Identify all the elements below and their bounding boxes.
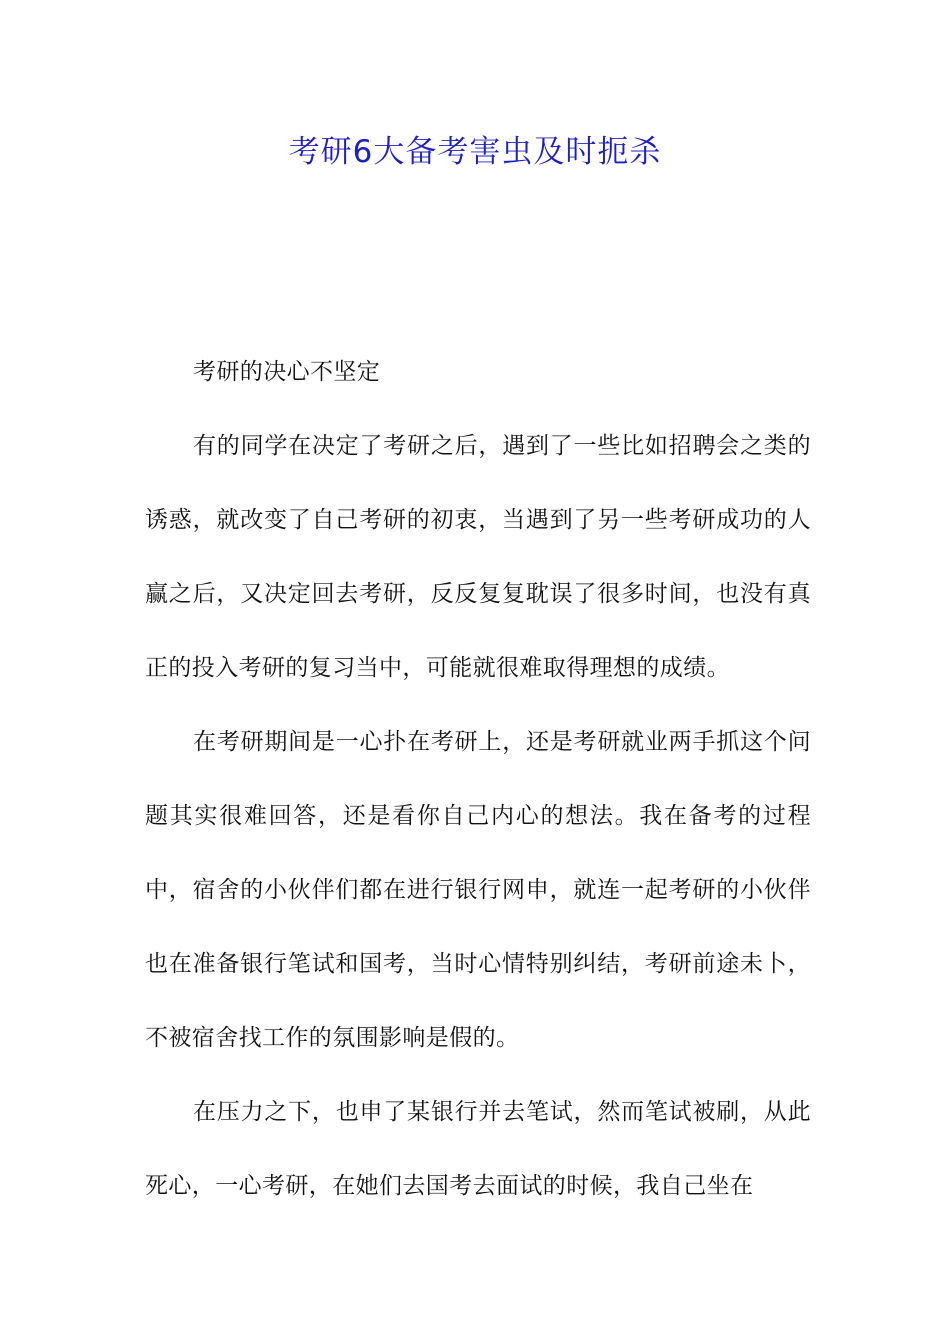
body-paragraph: 有的同学在决定了考研之后，遇到了一些比如招聘会之类的诱惑，就改变了自己考研的初衷，当遇到了另一些考研成功的人赢之后，又决定回去考研，反反复复耽误了很多时间，也没有真正的投入考研的复习当中，可能就很难取得理想的成绩。 xyxy=(145,433,811,681)
document-body xyxy=(145,335,811,1223)
body-paragraph: 在考研期间是一心扑在考研上，还是考研就业两手抓这个问题其实很难回答，还是看你自己内心的想法。我在备考的过程中，宿舍的小伙伴们都在进行银行网申，就连一起考研的小伙伴也在准备银行笔试和国考，当时心情特别纠结，考研前途未卜，不被宿舍找工作的氛围影响是假的。 xyxy=(145,729,811,1051)
document-title: 考研6大备考害虫及时扼杀 xyxy=(288,134,662,170)
body-paragraph: 在压力之下，也申了某银行并去笔试，然而笔试被刷，从此死心，一心考研，在她们去国考去面试的时候，我自己坐在 xyxy=(145,1099,811,1199)
section-heading: 考研的决心不坚定 xyxy=(193,359,381,385)
